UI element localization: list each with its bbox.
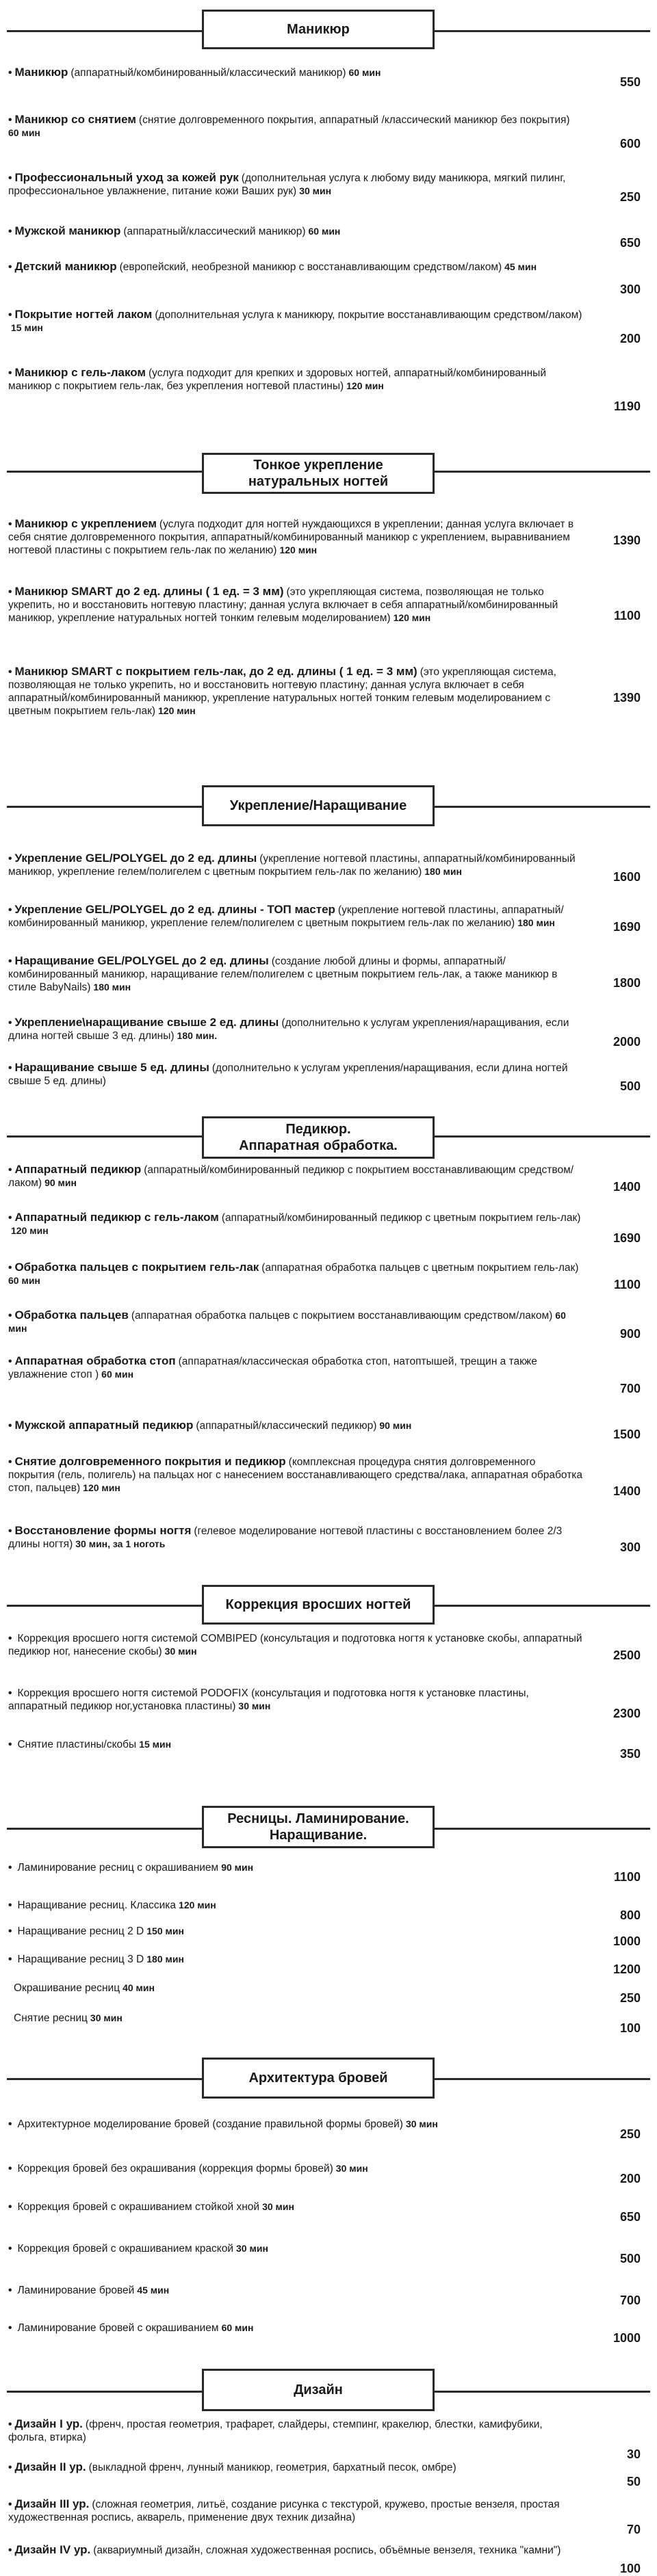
service-duration: 30 мин <box>405 2118 438 2129</box>
service-name: Покрытие ногтей лаком <box>14 308 153 321</box>
service-name: Маникюр с укреплением <box>14 517 157 530</box>
service-item <box>8 171 583 198</box>
service-description: (это укрепляющая система, позволяющая не только укрепить, но и восстановить ногтевую пластину; данная услуга включает в себя аппаратный/комбинированный маникюр, укрепление натуральных ногтей тонким гелевым моделированием с цветным покрытием гель-лак) <box>8 666 556 717</box>
service-description: Коррекция бровей с окрашиванием краской <box>17 2243 234 2255</box>
bullet: • <box>8 1310 12 1322</box>
service-price: 70 <box>626 2523 641 2536</box>
section-title-box <box>202 785 435 826</box>
service-description: (аппаратная обработка пальцев с цветным покрытием гель-лак) <box>261 1262 579 1274</box>
service-description: Ламинирование бровей <box>17 2285 135 2296</box>
service-price: 500 <box>619 2252 641 2265</box>
service-price: 800 <box>619 1908 641 1922</box>
bullet: • <box>8 1420 12 1432</box>
service-item <box>8 954 583 994</box>
service-description: Ламинирование ресниц с окрашиванием <box>17 1862 219 1874</box>
service-duration: 40 мин <box>123 1982 155 1993</box>
service-price: 500 <box>619 1079 641 1093</box>
service-item <box>8 1924 583 1938</box>
service-name: Наращивание GEL/POLYGEL до 2 ед. длины <box>14 954 269 967</box>
bullet: • <box>8 1062 12 1074</box>
service-duration: 30 мин <box>90 2012 123 2023</box>
service-name: Дизайн IV ур. <box>14 2543 91 2556</box>
service-item <box>8 2011 583 2025</box>
service-price: 1190 <box>613 399 641 413</box>
service-item <box>8 1861 583 1874</box>
section-title: Тонкое укрепление <box>253 458 383 473</box>
service-duration: 120 мин <box>393 612 431 623</box>
service-item <box>8 2497 583 2524</box>
service-name: Восстановление формы ногтя <box>14 1524 192 1537</box>
service-duration: 120 мин <box>346 380 384 391</box>
service-item <box>8 2242 583 2255</box>
service-item <box>8 2117 583 2131</box>
service-description: (аппаратный/классический педикюр) <box>196 1420 377 1432</box>
service-price: 1690 <box>613 920 641 934</box>
service-item <box>8 1686 583 1713</box>
service-name: Аппаратная обработка стоп <box>14 1354 176 1367</box>
service-description: Наращивание ресниц. Классика <box>17 1900 177 1911</box>
section-subtitle: Аппаратная обработка. <box>239 1138 398 1153</box>
service-name: Дизайн III ур. <box>14 2497 90 2510</box>
bullet: • <box>8 2118 12 2130</box>
bullet: • <box>8 261 12 273</box>
service-item <box>8 852 583 878</box>
service-price: 900 <box>619 1327 641 1341</box>
service-item <box>8 2161 583 2175</box>
service-item <box>8 2417 583 2444</box>
service-description: (аквариумный дизайн, сложная художественная роспись, объёмные вензеля, техника "камни") <box>93 2545 561 2556</box>
service-price: 1100 <box>613 609 641 622</box>
bullet: • <box>8 518 12 530</box>
service-item <box>8 903 583 930</box>
service-duration: 15 мин <box>139 1739 172 1750</box>
bullet: • <box>8 1017 12 1029</box>
service-description: (дополнительно к услугам укрепления/наращивания, если длина ногтей свыше 3 ед. длины) <box>8 1017 569 1042</box>
service-price: 1600 <box>613 870 641 884</box>
section-title: Укрепление/Наращивание <box>229 798 407 813</box>
bullet: • <box>8 1164 12 1176</box>
service-duration: 30 мин <box>262 2201 294 2212</box>
service-duration: 60 мин <box>8 1310 566 1334</box>
service-price: 30 <box>626 2447 641 2461</box>
service-description: (дополнительная услуга к любому виду маникюра, мягкий пилинг, профессиональное увлажнение, питание кожи Ваших рук) <box>8 172 566 197</box>
service-price: 600 <box>619 137 641 150</box>
service-duration: 150 мин <box>146 1926 184 1936</box>
service-name: Снятие долговременного покрытия и педикюр <box>14 1455 286 1468</box>
service-price: 700 <box>619 1382 641 1395</box>
service-price: 1100 <box>613 1870 641 1884</box>
service-description: (европейский, необрезной маникюр с восстанавливающим средством/лаком) <box>119 261 502 273</box>
service-price: 300 <box>619 282 641 296</box>
service-description: Окрашивание ресниц <box>14 1982 120 1994</box>
service-price: 100 <box>619 2021 641 2035</box>
service-duration: 30 мин <box>236 2243 268 2254</box>
bullet: • <box>8 1900 12 1911</box>
bullet: • <box>8 1525 12 1537</box>
service-description: (сложная геометрия, литьё, создание рисунка с текстурой, кружево, простые вензеля, простая художественная роспись, акварель, применение двух техник дизайна) <box>8 2499 560 2523</box>
service-description: Коррекция бровей с окрашиванием стойкой хной <box>17 2201 260 2213</box>
service-description: (аппаратный/комбинированный педикюр с цветным покрытием гель-лак) <box>221 1212 581 1224</box>
service-price: 350 <box>619 1747 641 1761</box>
service-item <box>8 1524 583 1551</box>
service-description: Снятие пластины/скобы <box>17 1739 137 1750</box>
service-item <box>8 366 583 393</box>
section-title-box <box>202 1116 435 1159</box>
service-name: Аппаратный педикюр <box>14 1163 142 1176</box>
service-description: (аппаратная обработка пальцев с покрытием восстанавливающим средством/лаком) <box>131 1310 553 1322</box>
service-name: Укрепление GEL/POLYGEL до 2 ед. длины - ТОП мастер <box>14 903 335 916</box>
service-item <box>8 1981 583 1995</box>
service-duration: 120 мин <box>158 705 196 716</box>
service-price: 1100 <box>613 1278 641 1291</box>
service-price: 1500 <box>613 1428 641 1441</box>
service-description: (услуга подходит для ногтей нуждающихся в укреплении; данная услуга включает в себя снятие долговременного покрытия, аппаратный/комбинированный маникюр с укреплением, выравниванием ногтевой пластины с покрытием гель-лак по желанию) <box>8 518 574 556</box>
service-price: 300 <box>619 1540 641 1554</box>
service-price: 1400 <box>613 1484 641 1498</box>
service-price: 200 <box>619 332 641 345</box>
service-name: Укрепление GEL/POLYGEL до 2 ед. длины <box>14 852 257 865</box>
service-description: (дополнительная услуга к маникюру, покрытие восстанавливающим средством/лаком) <box>155 309 582 321</box>
service-description: (укрепление ногтевой пластины, аппаратный/комбинированный маникюр, укрепление гелем/полигелем с цветным покрытием гель-лак по желанию) <box>8 853 576 878</box>
service-price: 100 <box>619 2562 641 2575</box>
service-duration: 30 мин <box>335 2163 368 2174</box>
service-item <box>8 260 583 274</box>
bullet: • <box>8 904 12 916</box>
service-name: Укрепление\наращивание свыше 2 ед. длины <box>14 1016 279 1029</box>
bullet: • <box>8 666 12 678</box>
bullet: • <box>8 586 12 598</box>
service-item <box>8 2543 583 2557</box>
service-description: (дополнительно к услугам укрепления/наращивания, если длина ногтей свыше 5 ед. длины) <box>8 1062 568 1087</box>
section-title: Ресницы. Ламинирование. <box>227 1811 409 1826</box>
service-item <box>8 1016 583 1042</box>
service-description: (аппаратный/классический маникюр) <box>123 226 306 237</box>
service-duration: 120 мин <box>179 1900 216 1910</box>
service-duration: 30 мин <box>299 185 332 196</box>
service-price: 2000 <box>613 1035 641 1049</box>
service-item <box>8 1061 583 1088</box>
service-duration: 60 мин <box>8 1275 40 1286</box>
bullet: • <box>8 367 12 379</box>
service-name: Дизайн I ур. <box>14 2417 83 2430</box>
service-description: (комплексная процедура снятия долговременного покрытия (гель, полигель) на пальцах ног с нанесением восстанавливающего средства/лака, аппаратная обработка стоп, пальцев) <box>8 1456 583 1494</box>
bullet: • <box>8 1926 12 1937</box>
service-description: (это укрепляющая система, позволяющая не только укрепить, но и восстановить ногтевую пластину; данная услуга включает в себя аппаратный/комбинированный маникюр, укрепление натуральных ногтей тонким гелевым моделированием) <box>8 586 558 624</box>
bullet: • <box>8 2545 12 2556</box>
service-item <box>8 1354 583 1381</box>
service-price: 250 <box>619 190 641 204</box>
service-duration: 30 мин <box>238 1700 271 1711</box>
service-name: Наращивание свыше 5 ед. длины <box>14 1061 209 1074</box>
service-item <box>8 308 583 334</box>
service-item <box>8 1952 583 1966</box>
bullet: • <box>8 226 12 237</box>
bullet: • <box>8 1954 12 1965</box>
section-title: Маникюр <box>287 22 350 37</box>
service-name: Маникюр <box>14 66 68 79</box>
service-description: Коррекция вросшего ногтя системой PODOFIX (консультация и подготовка ногтя к установке пластины, аппаратный педикюр ног,установка пластины) <box>8 1687 529 1712</box>
service-item <box>8 1898 583 1912</box>
service-price: 50 <box>626 2475 641 2488</box>
service-price: 1390 <box>613 691 641 705</box>
bullet: • <box>8 309 12 321</box>
service-duration: 60 мин <box>348 67 381 78</box>
bullet: • <box>8 2419 12 2430</box>
service-price: 1000 <box>613 2331 641 2345</box>
service-price: 2300 <box>613 1707 641 1720</box>
service-duration: 180 мин <box>517 917 555 928</box>
service-name: Обработка пальцев <box>14 1309 129 1322</box>
service-item <box>8 2283 583 2297</box>
bullet: • <box>8 2322 12 2334</box>
service-item <box>8 2321 583 2335</box>
service-item <box>8 2200 583 2213</box>
section-title-box <box>202 1585 435 1625</box>
bullet: • <box>8 1456 12 1468</box>
service-duration: 45 мин <box>137 2285 170 2296</box>
service-description: Коррекция бровей без окрашивания (коррекция формы бровей) <box>17 2163 333 2174</box>
service-item <box>8 1631 583 1658</box>
section-title-box <box>202 2058 435 2099</box>
service-price: 1400 <box>613 1180 641 1194</box>
service-item <box>8 1419 583 1432</box>
service-description: Наращивание ресниц 2 D <box>17 1926 144 1937</box>
service-name: Маникюр SMART с покрытием гель-лак, до 2 ед. длины ( 1 ед. = 3 мм) <box>14 665 417 678</box>
service-description: Наращивание ресниц 3 D <box>17 1954 144 1965</box>
section-title-box <box>202 2369 435 2411</box>
service-duration: 120 мин <box>279 544 318 555</box>
service-price: 250 <box>619 2127 641 2141</box>
service-name: Профессиональный уход за кожей рук <box>14 171 239 184</box>
service-name: Мужской аппаратный педикюр <box>14 1419 194 1432</box>
service-item <box>8 1211 583 1237</box>
bullet: • <box>8 2499 12 2510</box>
service-name: Обработка пальцев с покрытием гель-лак <box>14 1261 259 1274</box>
service-item <box>8 1737 583 1751</box>
service-item <box>8 224 583 238</box>
service-duration: 60 мин <box>221 2322 254 2333</box>
service-description: (укрепление ногтевой пластины, аппаратный/комбинированный маникюр, укрепление гелем/полигелем с цветным покрытием гель-лак по желанию) <box>8 904 564 929</box>
section-title: Архитектура бровей <box>248 2071 388 2086</box>
bullet: • <box>8 67 12 79</box>
service-duration: 45 мин <box>504 261 537 272</box>
bullet: • <box>8 853 12 865</box>
service-name: Маникюр с гель-лаком <box>14 366 146 379</box>
service-description: (аппаратная/классическая обработка стоп, натоптышей, трещин а также увлажнение стоп ) <box>8 1356 537 1380</box>
service-description: (френч, простая геометрия, трафарет, слайдеры, стемпинг, кракелюр, блестки, камифубики, фольга, втирка) <box>8 2419 543 2443</box>
bullet: • <box>8 1687 12 1699</box>
service-description: (снятие долговременного покрытия, аппаратный /классический маникюр без покрытия) <box>138 114 570 126</box>
service-item <box>8 1163 583 1190</box>
service-description: Ламинирование бровей с окрашиванием <box>17 2322 219 2334</box>
service-item <box>8 517 583 557</box>
service-price: 250 <box>619 1991 641 2005</box>
service-description: (гелевое моделирование ногтевой пластины с восстановлением более 2/3 длины ногтя) <box>8 1525 563 1550</box>
service-duration: 180 мин <box>146 1954 184 1964</box>
service-price: 650 <box>619 2210 641 2224</box>
section-subtitle: Наращивание. <box>269 1828 368 1843</box>
service-description: Коррекция вросшего ногтя системой COMBIPED (консультация и подготовка ногтя к установке скобы, аппаратный педикюр ног, нанесение скобы) <box>8 1633 582 1657</box>
bullet: • <box>8 1739 12 1750</box>
bullet: • <box>8 956 12 967</box>
bullet: • <box>8 1862 12 1874</box>
bullet: • <box>8 1356 12 1367</box>
service-description: (услуга подходит для крепких и здоровых ногтей, аппаратный/комбинированный маникюр с покрытием гель-лак, без укрепления ногтевой пластины) <box>8 367 546 392</box>
service-price: 2500 <box>613 1648 641 1662</box>
service-description: Снятие ресниц <box>14 2012 88 2024</box>
service-duration: 30 мин <box>164 1646 197 1657</box>
bullet: • <box>8 2243 12 2255</box>
bullet: • <box>8 2201 12 2213</box>
service-description: Архитектурное моделирование бровей (создание правильной формы бровей) <box>17 2118 403 2130</box>
section-subtitle: натуральных ногтей <box>248 474 389 489</box>
service-duration: 60 мин <box>308 226 341 237</box>
service-duration: 30 мин, за 1 ноготь <box>75 1538 166 1549</box>
service-name: Маникюр со снятием <box>14 113 136 126</box>
service-description: (выкладной френч, лунный маникюр, геометрия, бархатный песок, омбре) <box>88 2462 456 2473</box>
service-item <box>8 665 583 718</box>
bullet: • <box>8 2163 12 2174</box>
service-duration: 60 мин <box>8 127 40 138</box>
service-item <box>8 1261 583 1287</box>
bullet: • <box>8 114 12 126</box>
service-duration: 180 мин <box>93 982 131 993</box>
bullet: • <box>8 2285 12 2296</box>
service-duration: 180 мин. <box>177 1030 218 1041</box>
service-name: Мужской маникюр <box>14 224 121 237</box>
service-name: Дизайн II ур. <box>14 2460 86 2473</box>
service-price: 650 <box>619 236 641 250</box>
section-title-box <box>202 10 435 49</box>
service-duration: 120 мин <box>83 1482 120 1493</box>
section-title-box <box>202 1806 435 1848</box>
service-duration: 180 мин <box>424 866 462 877</box>
bullet: • <box>8 172 12 184</box>
service-item <box>8 1309 583 1335</box>
service-item <box>8 585 583 625</box>
section-title-box <box>202 453 435 494</box>
service-duration: 60 мин <box>101 1369 134 1380</box>
bullet: • <box>8 1212 12 1224</box>
service-name: Детский маникюр <box>14 260 117 273</box>
service-duration: 15 мин <box>11 322 43 333</box>
service-price: 1200 <box>613 1962 641 1976</box>
service-duration: 90 мин <box>379 1420 412 1431</box>
service-duration: 120 мин <box>11 1225 49 1236</box>
service-duration: 90 мин <box>44 1177 77 1188</box>
service-price: 1000 <box>613 1934 641 1948</box>
service-description: (аппаратный/комбинированный педикюр с покрытием восстанавливающим средством/лаком) <box>8 1164 574 1189</box>
service-item <box>8 1455 583 1495</box>
section-title: Дизайн <box>294 2382 343 2397</box>
section-title: Педикюр. <box>285 1122 351 1137</box>
service-item <box>8 113 583 140</box>
service-price: 700 <box>619 2294 641 2307</box>
service-item <box>8 2460 583 2474</box>
service-price: 1690 <box>613 1231 641 1245</box>
service-price: 1390 <box>613 534 641 547</box>
service-description: (аппаратный/комбинированный/классический маникюр) <box>70 67 346 79</box>
service-name: Маникюр SMART до 2 ед. длины ( 1 ед. = 3 мм) <box>14 585 284 598</box>
service-price: 1800 <box>613 976 641 990</box>
bullet: • <box>8 1262 12 1274</box>
service-price: 550 <box>619 75 641 89</box>
bullet: • <box>8 2462 12 2473</box>
service-description: (создание любой длины и формы, аппаратный/комбинированный маникюр, наращивание гелем/полигелем с цветным покрытием гель-лак, а также маникюр в стиле BabyNails) <box>8 956 558 993</box>
service-duration: 90 мин <box>221 1862 254 1873</box>
section-title: Коррекция вросших ногтей <box>225 1597 411 1612</box>
service-name: Аппаратный педикюр с гель-лаком <box>14 1211 219 1224</box>
bullet: • <box>8 1633 12 1644</box>
service-item <box>8 66 583 79</box>
service-price: 200 <box>619 2172 641 2185</box>
